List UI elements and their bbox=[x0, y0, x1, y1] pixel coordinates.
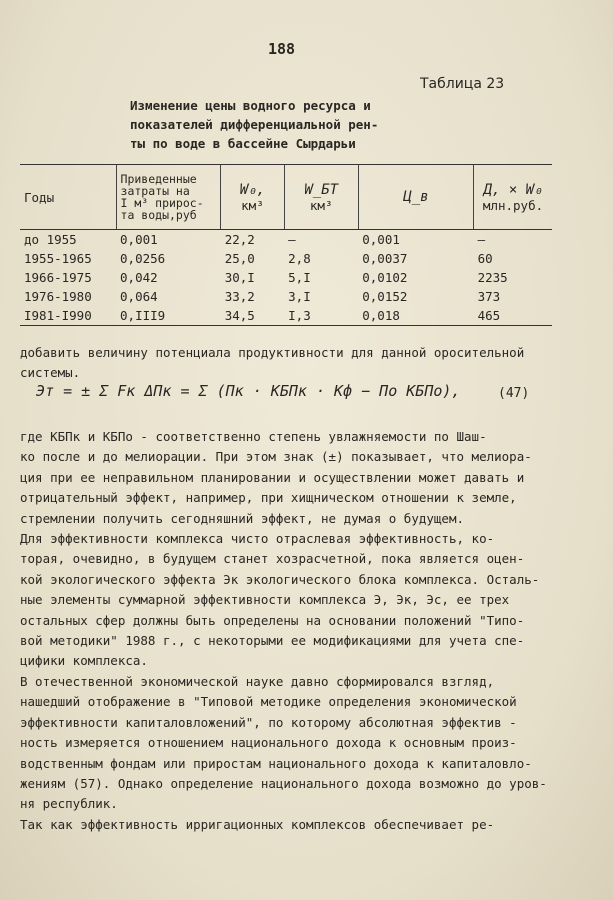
cell-dw: 373 bbox=[477, 289, 501, 304]
text-line: кой экологического эффекта Эк экологического блока комплекса. Осталь- bbox=[20, 571, 540, 587]
text-line: отрицательный эффект, например, при хищническом отношении к земле, bbox=[20, 490, 517, 506]
cell-wbt: 5,I bbox=[288, 270, 311, 285]
header-cost-line: Приведенные bbox=[120, 172, 197, 186]
table-header-row bbox=[20, 165, 552, 230]
cell-cb: 0,001 bbox=[362, 232, 400, 247]
cell-w0: 30,I bbox=[224, 270, 255, 285]
header-w0-symbol: W₀, bbox=[239, 181, 266, 198]
header-cb bbox=[358, 165, 473, 230]
caption-line: ты по воде в бассейне Сырдарьи bbox=[130, 136, 356, 151]
table-row bbox=[20, 287, 552, 306]
text-line: торая, очевидно, в будущем станет хозрасчетной, пока является оцен- bbox=[20, 551, 525, 567]
text-line: цифики комплекса. bbox=[20, 653, 148, 669]
header-wbt-symbol: W_БТ bbox=[304, 181, 339, 198]
table-row bbox=[20, 268, 552, 287]
text-line: водственным фондам или приростам национального дохода к капиталовло- bbox=[20, 755, 532, 771]
cell-cost: 0,064 bbox=[120, 289, 158, 304]
cell-dw: 465 bbox=[474, 306, 552, 326]
text-line: В отечественной экономической науке давно сформировался взгляд, bbox=[20, 673, 495, 689]
text-line: стремлении получить сегодняшний эффект, не думая о будущем. bbox=[20, 510, 465, 526]
text-line: Так как эффективность ирригационных комплексов обеспечивает ре- bbox=[20, 816, 495, 832]
text-line: ня республик. bbox=[20, 796, 118, 812]
formula-47: Эт = ± Σ Fк ΔПк = Σ (Пк · КБПк · Кф − По КБПо), bbox=[36, 382, 461, 400]
header-cost-line: та воды,руб bbox=[120, 208, 197, 222]
header-cost-line: I м³ прирос- bbox=[120, 196, 204, 210]
cell-cb: 0,0152 bbox=[362, 289, 408, 304]
cell-years: до 1955 bbox=[24, 232, 77, 247]
header-wbt-unit: км³ bbox=[309, 197, 333, 213]
cell-wbt: I,3 bbox=[284, 306, 358, 326]
text-line: где КБПк и КБПо - соответственно степень увлажняемости по Шаш- bbox=[20, 429, 487, 444]
caption-line: показателей дифференциальной рен- bbox=[130, 117, 379, 132]
cell-cost: 0,001 bbox=[120, 232, 158, 247]
cell-dw: – bbox=[477, 232, 486, 247]
header-cb-symbol: Ц_в bbox=[403, 189, 429, 205]
data-table bbox=[20, 164, 552, 326]
cell-cost: 0,III9 bbox=[116, 306, 221, 326]
intro-paragraph bbox=[20, 343, 580, 384]
text-line: Для эффективности комплекса чисто отраслевая эффективность, ко- bbox=[20, 531, 495, 547]
cell-dw: 60 bbox=[477, 251, 493, 266]
header-dw-unit: млн.руб. bbox=[482, 197, 544, 213]
header-dw-symbol: Д, × W₀ bbox=[483, 181, 543, 198]
cell-w0: 22,2 bbox=[224, 232, 255, 247]
cell-wbt: 3,I bbox=[288, 289, 311, 304]
cell-dw: 2235 bbox=[477, 270, 508, 285]
text-line: ность измеряется отношением национального дохода к основным произ- bbox=[20, 735, 517, 751]
text-line: ко после и до мелиорации. При этом знак (±) показывает, что мелиора- bbox=[20, 449, 532, 465]
header-cost-line: затраты на bbox=[120, 184, 190, 198]
header-cost bbox=[116, 165, 221, 230]
text-line: системы. bbox=[20, 365, 81, 381]
text-line: ция при ее неправильном планировании и осуществлении может давать и bbox=[20, 469, 525, 485]
cell-cb: 0,0037 bbox=[362, 251, 408, 266]
cell-w0: 25,0 bbox=[224, 251, 255, 266]
header-w0-unit: км³ bbox=[241, 197, 264, 213]
cell-cost: 0,0256 bbox=[120, 251, 166, 266]
cell-years: 1955-1965 bbox=[24, 251, 92, 266]
text-line: нашедший отображение в "Типовой методике определения экономической bbox=[20, 694, 517, 710]
cell-years: I981-I990 bbox=[20, 306, 116, 326]
table-caption bbox=[130, 96, 378, 153]
page-number: 188 bbox=[268, 40, 296, 58]
formula-number: (47) bbox=[498, 386, 530, 401]
cell-cb: 0,018 bbox=[358, 306, 473, 326]
text-line: остальных сфер должны быть определены на основании положений "Типо- bbox=[20, 612, 525, 628]
cell-wbt: 2,8 bbox=[288, 251, 311, 266]
cell-w0: 34,5 bbox=[221, 306, 284, 326]
header-w0 bbox=[221, 165, 284, 230]
cell-years: 1976-1980 bbox=[24, 289, 92, 304]
text-line: эффективности капиталовложений", по которому абсолютная эффектив - bbox=[20, 714, 517, 730]
text-line: вой методики" 1988 г., с некоторыми ее модификациями для учета спе- bbox=[20, 633, 525, 649]
table-label: Таблица 23 bbox=[420, 76, 505, 92]
cell-wbt: – bbox=[288, 232, 296, 247]
header-years: Годы bbox=[20, 165, 116, 230]
text-line: добавить величину потенциала продуктивности для данной оросительной bbox=[20, 345, 525, 360]
table-row bbox=[20, 230, 552, 250]
cell-cost: 0,042 bbox=[120, 270, 158, 285]
text-line: ные элементы суммарной эффективности комплекса Э, Эк, Эс, ее трех bbox=[20, 592, 510, 608]
caption-line: Изменение цены водного ресурса и bbox=[130, 98, 371, 113]
cell-w0: 33,2 bbox=[224, 289, 255, 304]
cell-years: 1966-1975 bbox=[24, 270, 92, 285]
header-dw bbox=[474, 165, 552, 230]
table-row bbox=[20, 306, 552, 326]
cell-cb: 0,0102 bbox=[362, 270, 408, 285]
body-text bbox=[20, 427, 580, 835]
header-wbt bbox=[284, 165, 358, 230]
table-row bbox=[20, 249, 552, 268]
text-line: жениям (57). Однако определение национального дохода возможно до уров- bbox=[20, 775, 547, 791]
